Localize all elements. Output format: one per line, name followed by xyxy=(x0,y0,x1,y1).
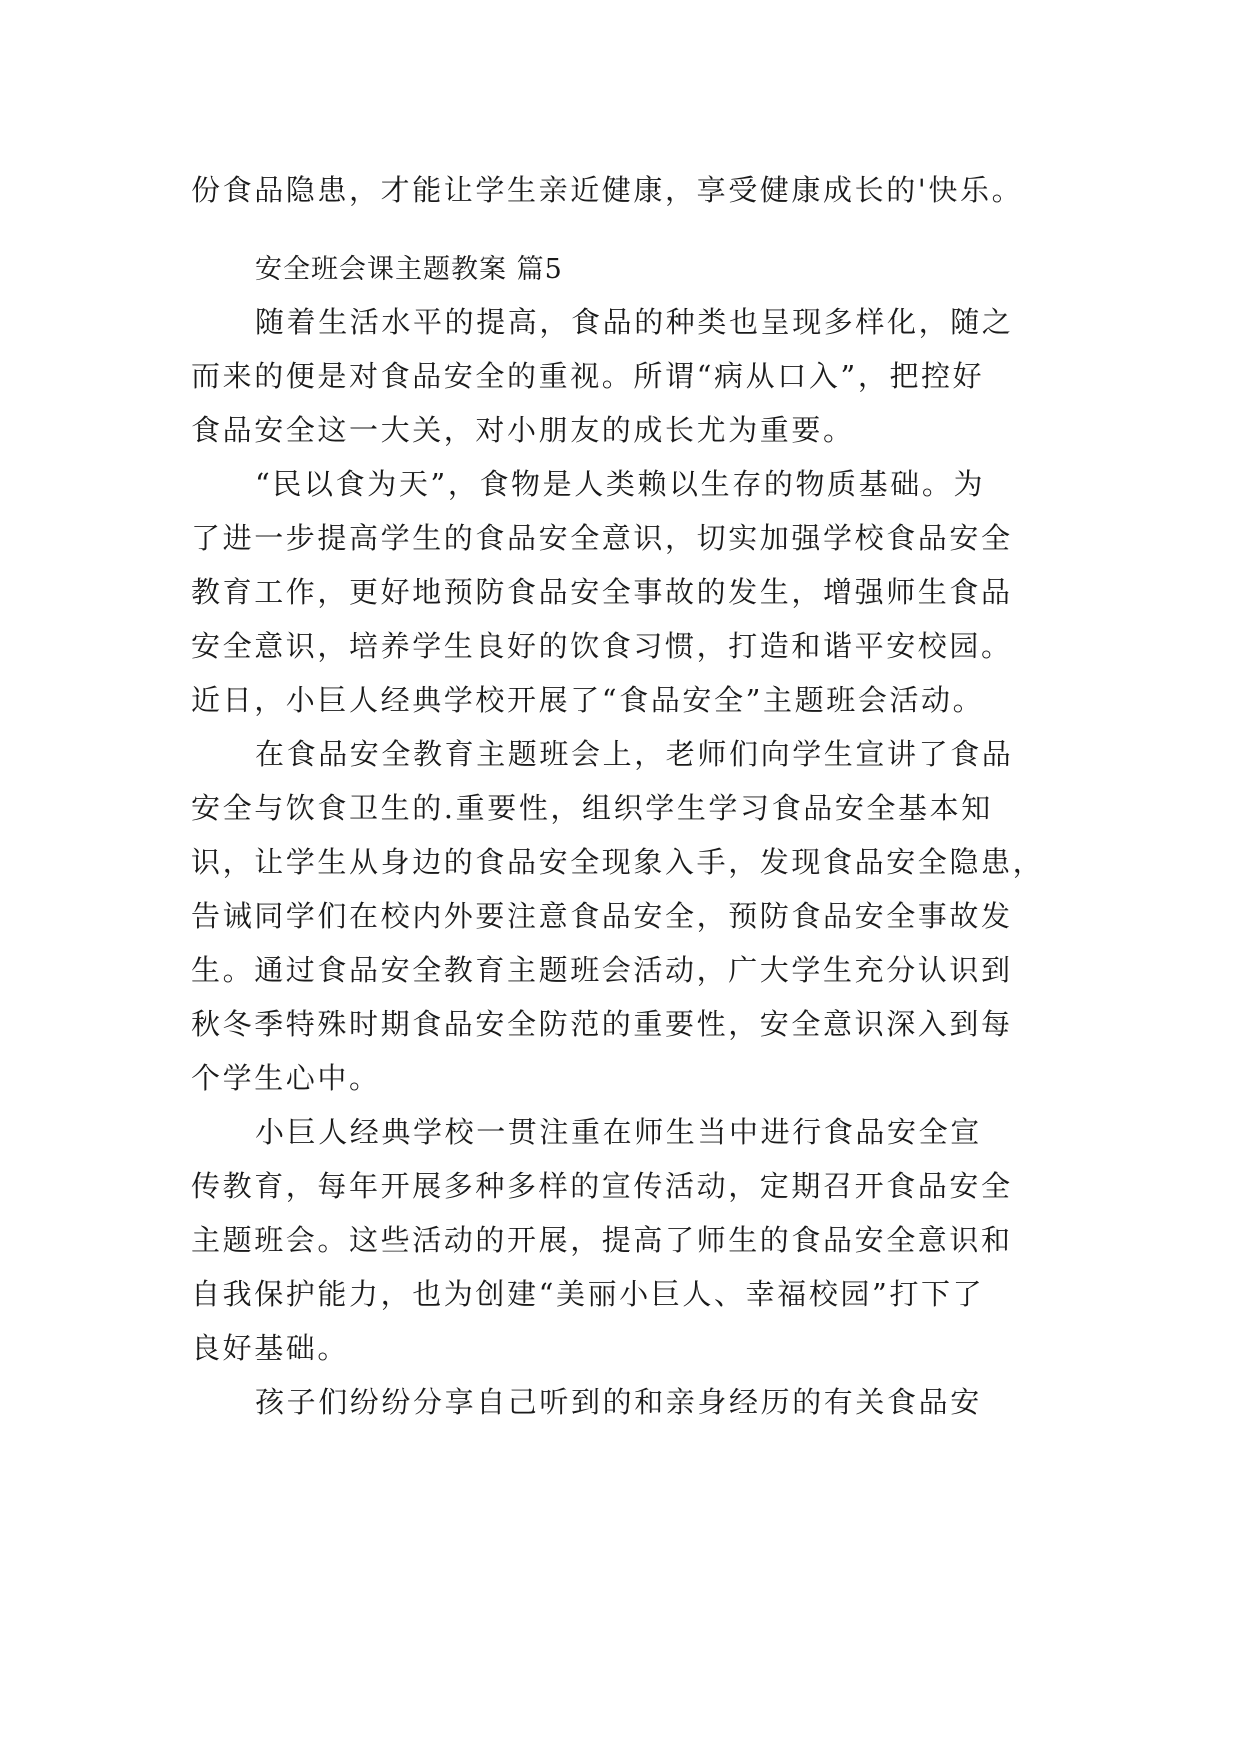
text-line: 传教育，每年开展多种多样的宣传活动，定期召开食品安全 xyxy=(191,1169,1013,1203)
text-line: 份食品隐患，才能让学生亲近健康，享受健康成长的'快乐。 xyxy=(191,173,1024,207)
text-line: 随着生活水平的提高，食品的种类也呈现多样化，随之 xyxy=(255,305,1014,339)
text-line: 安全意识，培养学生良好的饮食习惯，打造和谐平安校园。 xyxy=(191,629,1013,663)
text-line: 教育工作，更好地预防食品安全事故的发生，增强师生食品 xyxy=(191,575,1013,609)
text-line: 告诫同学们在校内外要注意食品安全，预防食品安全事故发 xyxy=(191,899,1013,933)
text-line: 良好基础。 xyxy=(191,1331,350,1365)
text-line: 孩子们纷纷分享自己听到的和亲身经历的有关食品安 xyxy=(255,1385,982,1419)
text-line: 个学生心中。 xyxy=(191,1061,381,1095)
text-line: 而来的便是对食品安全的重视。所谓“病从口入”，把控好 xyxy=(191,359,985,393)
text-line: 小巨人经典学校一贯注重在师生当中进行食品安全宣 xyxy=(255,1115,982,1149)
text-line: 生。通过食品安全教育主题班会活动，广大学生充分认识到 xyxy=(191,953,1013,987)
text-line: 近日，小巨人经典学校开展了“食品安全”主题班会活动。 xyxy=(191,683,985,717)
section-heading: 安全班会课主题教案 篇5 xyxy=(255,254,563,285)
text-line: 秋冬季特殊时期食品安全防范的重要性，安全意识深入到每 xyxy=(191,1007,1013,1041)
text-line: 主题班会。这些活动的开展，提高了师生的食品安全意识和 xyxy=(191,1223,1013,1257)
text-line: 食品安全这一大关，对小朋友的成长尤为重要。 xyxy=(191,413,855,447)
text-line: 安全与饮食卫生的.重要性，组织学生学习食品安全基本知 xyxy=(191,791,993,825)
text-line: 识，让学生从身边的食品安全现象入手，发现食品安全隐患， xyxy=(191,845,1045,879)
text-line: 在食品安全教育主题班会上，老师们向学生宣讲了食品 xyxy=(255,737,1014,771)
text-line: 自我保护能力，也为创建“美丽小巨人、幸福校园”打下了 xyxy=(191,1277,985,1311)
text-line: 了进一步提高学生的食品安全意识，切实加强学校食品安全 xyxy=(191,521,1013,555)
text-line: “民以食为天”，食物是人类赖以生存的物质基础。为 xyxy=(255,467,986,501)
